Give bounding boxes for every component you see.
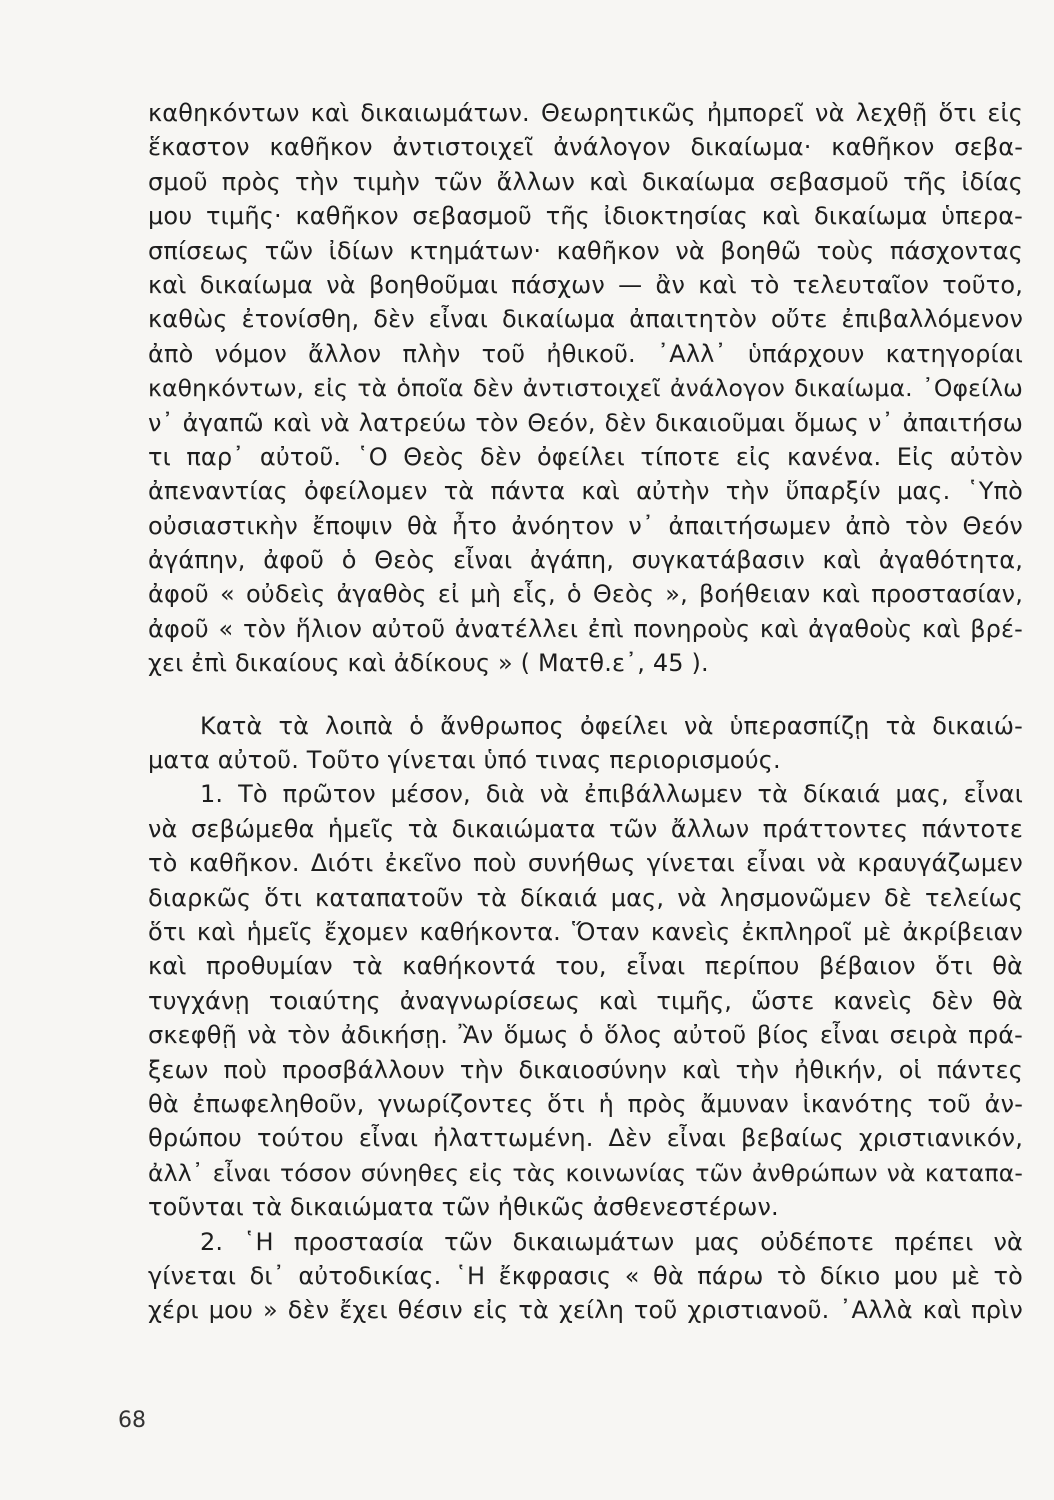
text-line: ὅτι καὶ ἡμεῖς ἔχομεν καθήκοντα. Ὅταν κανεὶς ἐκπληροῖ μὲ ἀκρίβειαν — [148, 917, 1023, 946]
text-line: ξεων ποὺ προσβάλλουν τὴν δικαιοσύνην καὶ τὴν ἠθικήν, οἱ πάντες — [148, 1055, 1023, 1084]
paragraph-gap — [148, 681, 1023, 709]
text-line: ἀπὸ νόμον ἄλλον πλὴν τοῦ ἠθικοῦ. ᾿Αλλ᾿ ὑπάρχουν κατηγορίαι — [148, 339, 1023, 368]
text-line: ἕκαστον καθῆκον ἀντιστοιχεῖ ἀνάλογον δικαίωμα· καθῆκον σεβα- — [148, 133, 1023, 162]
text-line: ἀπεναντίας ὀφείλομεν τὰ πάντα καὶ αὐτὴν τὴν ὕπαρξίν μας. ῾Υπὸ — [148, 477, 1023, 506]
text-line: ἀλλ᾿ εἶναι τόσον σύνηθες εἰς τὰς κοινωνίας τῶν ἀνθρώπων νὰ καταπα- — [148, 1158, 1023, 1187]
text-line: γίνεται δι᾿ αὐτοδικίας. ῾Η ἔκφρασις « θὰ πάρω τὸ δίκιο μου μὲ τὸ — [148, 1261, 1023, 1290]
text-line-last: ματα αὐτοῦ. Τοῦτο γίνεται ὑπό τινας περιορισμούς. — [148, 746, 781, 775]
text-line: μου τιμῆς· καθῆκον σεβασμοῦ τῆς ἰδιοκτησίας καὶ δικαίωμα ὑπερα- — [148, 202, 1023, 231]
page-number: 68 — [118, 1408, 146, 1433]
text-line: τι παρ᾿ αὐτοῦ. ῾Ο Θεὸς δὲν ὀφείλει τίποτε εἰς κανένα. Εἰς αὐτὸν — [148, 442, 1023, 471]
numbered-item-line: 1. Τὸ πρῶτον μέσον, διὰ νὰ ἐπιβάλλωμεν τὰ δίκαιά μας, εἶναι — [200, 780, 1023, 809]
text-line: τὸ καθῆκον. Διότι ἐκεῖνο ποὺ συνήθως γίνεται εἶναι νὰ κραυγάζωμεν — [148, 849, 1023, 878]
text-line: καὶ δικαίωμα νὰ βοηθοῦμαι πάσχων — ἂν καὶ τὸ τελευταῖον τοῦτο, — [148, 270, 1023, 299]
text-line: σπίσεως τῶν ἰδίων κτημάτων· καθῆκον νὰ βοηθῶ τοὺς πάσχοντας — [148, 236, 1023, 265]
body-text — [148, 96, 1023, 1328]
text-line: θὰ ἐπωφεληθοῦν, γνωρίζοντες ὅτι ἡ πρὸς ἄμυναν ἱκανότης τοῦ ἀν- — [148, 1089, 1023, 1118]
text-line: ἀγάπην, ἀφοῦ ὁ Θεὸς εἶναι ἀγάπη, συγκατάβασιν καὶ ἀγαθότητα, — [148, 546, 1023, 575]
paragraph-2 — [148, 709, 1023, 778]
text-line-last: τοῦνται τὰ δικαιώματα τῶν ἠθικῶς ἀσθενεστέρων. — [148, 1193, 779, 1222]
text-line: καθηκόντων, εἰς τὰ ὁποῖα δὲν ἀντιστοιχεῖ ἀνάλογον δικαίωμα. ᾿Οφείλω — [148, 374, 1023, 403]
quote-line: ἀφοῦ « τὸν ἥλιον αὐτοῦ ἀνατέλλει ἐπὶ πονηροὺς καὶ ἀγαθοὺς καὶ βρέ- — [148, 614, 1023, 643]
text-line: καὶ προθυμίαν τὰ καθήκοντά του, εἶναι περίπου βέβαιον ὅτι θὰ — [148, 952, 1023, 981]
text-line: νὰ σεβώμεθα ἡμεῖς τὰ δικαιώματα τῶν ἄλλων πράττοντες πάντοτε — [148, 814, 1023, 843]
text-line: διαρκῶς ὅτι καταπατοῦν τὰ δίκαιά μας, νὰ λησμονῶμεν δὲ τελείως — [148, 883, 1023, 912]
paragraph-1 — [148, 96, 1023, 681]
paragraph-4 — [148, 1225, 1023, 1328]
text-line: οὐσιαστικὴν ἔποψιν θὰ ἦτο ἀνόητον ν᾿ ἀπαιτήσωμεν ἀπὸ τὸν Θεόν — [148, 511, 1023, 540]
text-line: χέρι μου » δὲν ἔχει θέσιν εἰς τὰ χείλη τοῦ χριστιανοῦ. ᾿Αλλὰ καὶ πρὶν — [148, 1296, 1023, 1325]
text-line: καθὼς ἐτονίσθη, δὲν εἶναι δικαίωμα ἀπαιτητὸν οὔτε ἐπιβαλλόμενον — [148, 305, 1023, 334]
text-line: ἀφοῦ « οὐδεὶς ἀγαθὸς εἰ μὴ εἷς, ὁ Θεὸς », βοήθειαν καὶ προστασίαν, — [148, 580, 1023, 609]
text-line: θρώπου τούτου εἶναι ἠλαττωμένη. Δὲν εἶναι βεβαίως χριστιανικόν, — [148, 1124, 1023, 1153]
text-line: σκεφθῇ νὰ τὸν ἀδικήσῃ. Ἂν ὅμως ὁ ὅλος αὐτοῦ βίος εἶναι σειρὰ πρά- — [148, 1021, 1023, 1050]
text-line: ν᾿ ἀγαπῶ καὶ νὰ λατρεύω τὸν Θεόν, δὲν δικαιοῦμαι ὅμως ν᾿ ἀπαιτήσω — [148, 408, 1023, 437]
paragraph-3 — [148, 777, 1023, 1224]
text-line: τυγχάνῃ τοιαύτης ἀναγνωρίσεως καὶ τιμῆς, ὥστε κανεὶς δὲν θὰ — [148, 986, 1023, 1015]
text-line: καθηκόντων καὶ δικαιωμάτων. Θεωρητικῶς ἠμπορεῖ νὰ λεχθῇ ὅτι εἰς — [148, 99, 1023, 127]
quote-line-last: χει ἐπὶ δικαίους καὶ ἀδίκους » ( Ματθ.ε᾿, 45 ). — [148, 649, 709, 678]
numbered-item-line: 2. ῾Η προστασία τῶν δικαιωμάτων μας οὐδέποτε πρέπει νὰ — [200, 1227, 1023, 1256]
text-line: σμοῦ πρὸς τὴν τιμὴν τῶν ἄλλων καὶ δικαίωμα σεβασμοῦ τῆς ἰδίας — [148, 167, 1023, 196]
text-line: Κατὰ τὰ λοιπὰ ὁ ἄνθρωπος ὀφείλει νὰ ὑπερασπίζῃ τὰ δικαιώ- — [200, 711, 1023, 740]
